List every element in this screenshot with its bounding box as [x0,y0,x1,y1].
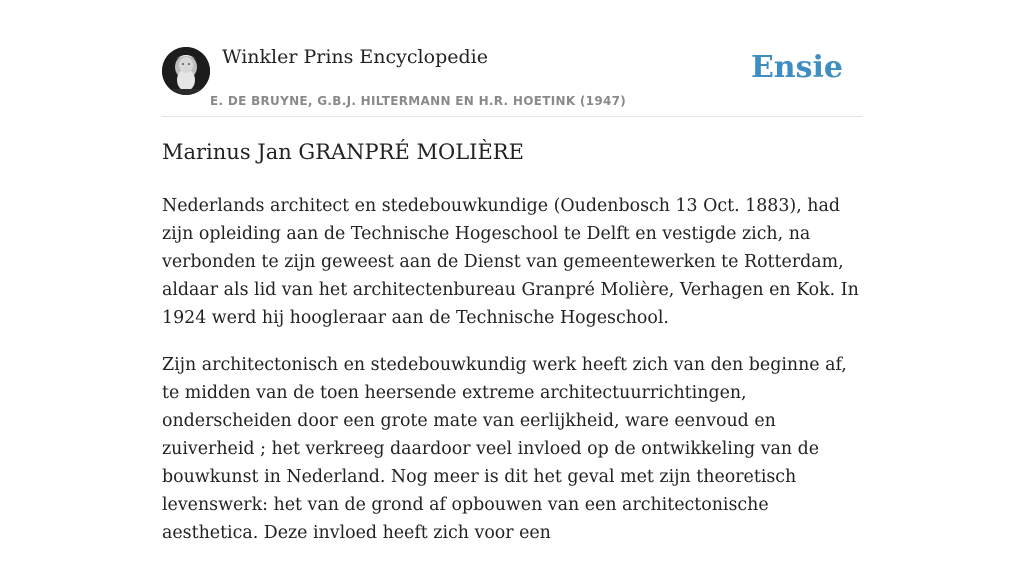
entry-body [162,192,862,566]
entry-paragraph: Nederlands architect en stedebouwkundige (Oudenbosch 13 Oct. 1883), had zijn opleiding aan de Technische Hogeschool te Delft en vestigde zich, na verbonden te zijn geweest aan de Dienst van gemeentewerken te Rotterdam, aldaar als lid van het architectenbureau Granpré Molière, Verhagen en Kok. In 1924 werd hij hoogleraar aan de Technische Hogeschool. [162,196,859,328]
entry-paragraph: Zijn architectonisch en stedebouwkundig werk heeft zich van den beginne af, te midden van de toen heersende extreme architectuurrichtingen, onderscheiden door een grote mate van eerlijkheid, ware eenvoud en zuiverheid ; het verkreeg daardoor veel invloed op de ontwikkeling van de bouwkunst in Nederland. Nog meer is dit het geval met zijn theoretisch levenswerk: het van de grond af opbouwen van een architectonische aesthetica. Deze invloed heeft zich voor een [162,355,847,543]
article-page [162,0,862,543]
source-title[interactable]: Winkler Prins Encyclopedie [222,46,488,68]
source-authors: E. DE BRUYNE, G.B.J. HILTERMANN EN H.R. HOETINK (1947) [210,94,627,108]
entry-title: Marinus Jan GRANPRÉ MOLIÈRE [162,140,524,164]
brand-logo[interactable]: Ensie [750,50,843,85]
source-header [162,0,862,117]
avatar[interactable] [162,47,210,95]
portrait-photo-icon [162,47,210,95]
